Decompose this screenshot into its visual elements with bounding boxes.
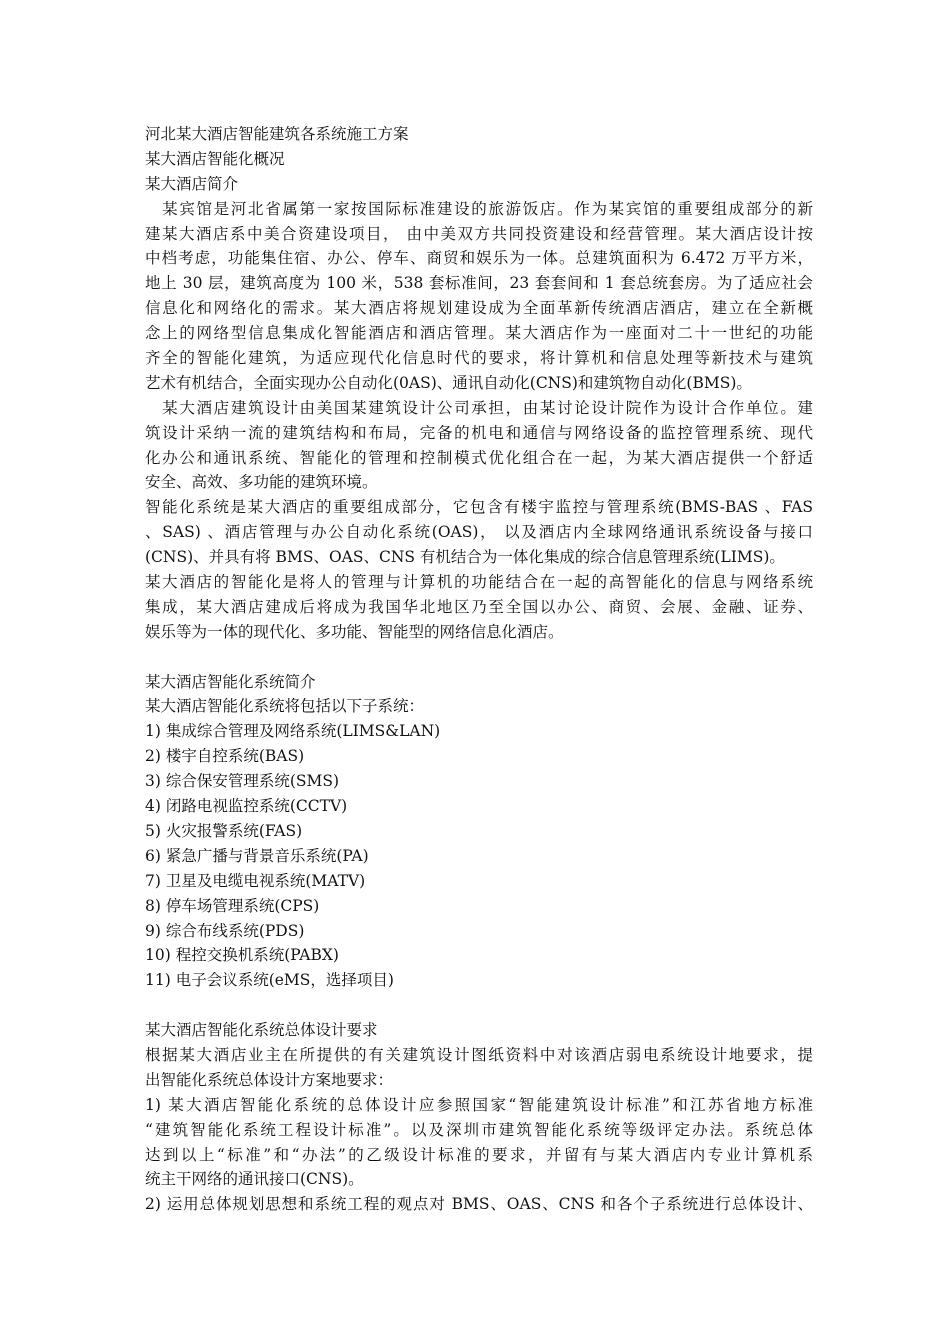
document-title: 河北某大酒店智能建筑各系统施工方案 xyxy=(145,125,409,143)
list-item: 1) 集成综合管理及网络系统(LIMS&LAN) xyxy=(145,722,441,741)
paragraph-line: 1) 某大酒店智能化系统的总体设计应参照国家“智能建筑设计标准”和江苏省地方标准 xyxy=(145,1095,813,1114)
paragraph-line: 齐全的智能化建筑，为适应现代化信息时代的要求，将计算机和信息处理等新技术与建筑 xyxy=(145,349,813,368)
paragraph-line: 安全、高效、多功能的建筑环境。 xyxy=(145,473,378,492)
paragraph-line: 信息化和网络化的需求。某大酒店将规划建设成为全面革新传统酒店酒店，建立在全新概 xyxy=(145,299,813,318)
requirement-2 xyxy=(145,1192,813,1217)
list-item: 3) 综合保安管理系统(SMS) xyxy=(145,772,340,791)
requirement-1 xyxy=(145,1093,813,1193)
paragraph-line: “建筑智能化系统工程设计标准”。以及深圳市建筑智能化系统等级评定办法。系统总体 xyxy=(145,1120,813,1139)
intro-paragraph-1 xyxy=(145,197,813,396)
heading-overview: 某大酒店智能化概况 xyxy=(145,149,285,168)
paragraph-line: 某大酒店建筑设计由美国某建筑设计公司承担，由某讨论设计院作为设计合作单位。建 xyxy=(145,398,813,417)
paragraph-line: 达到以上“标准”和“办法”的乙级设计标准的要求，并留有与某大酒店内专业计算机系 xyxy=(145,1145,813,1164)
requirements-lead xyxy=(145,1043,813,1093)
paragraph-line: 、SAS) 、酒店管理与办公自动化系统(OAS)， 以及酒店内全球网络通讯系统设备与接口 xyxy=(145,523,813,542)
list-item: 8) 停车场管理系统(CPS) xyxy=(145,896,320,915)
systems-list xyxy=(145,719,813,993)
list-item: 9) 综合布线系统(PDS) xyxy=(145,921,305,940)
list-item: 4) 闭路电视监控系统(CCTV) xyxy=(145,797,348,816)
paragraph-line: 建某大酒店系中美合资建设项目， 由中美双方共同投资建设和经营管理。某大酒店设计按 xyxy=(145,224,813,243)
intro-paragraph-3 xyxy=(145,495,813,644)
heading-requirements: 某大酒店智能化系统总体设计要求 xyxy=(145,1021,378,1040)
paragraph-line: 某宾馆是河北省属第一家按国际标准建设的旅游饭店。作为某宾馆的重要组成部分的新 xyxy=(145,199,813,218)
list-item: 5) 火灾报警系统(FAS) xyxy=(145,821,303,840)
paragraph-line: 娱乐等为一体的现代化、多功能、智能型的网络信息化酒店。 xyxy=(145,622,564,641)
paragraph-line: 统主干网络的通讯接口(CNS)。 xyxy=(145,1170,364,1189)
intro-paragraph-2 xyxy=(145,396,813,496)
list-item: 2) 楼宇自控系统(BAS) xyxy=(145,747,305,766)
paragraph-line: 念上的网络型信息集成化智能酒店和酒店管理。某大酒店作为一座面对二十一世纪的功能 xyxy=(145,324,813,343)
paragraph-line: 某大酒店的智能化是将人的管理与计算机的功能结合在一起的高智能化的信息与网络系统 xyxy=(145,573,813,592)
paragraph-line: 化办公和通讯系统、智能化的管理和控制模式优化组合在一起，为某大酒店提供一个舒适 xyxy=(145,448,813,467)
list-item: 6) 紧急广播与背景音乐系统(PA) xyxy=(145,846,369,865)
paragraph-line: 根据某大酒店业主在所提供的有关建筑设计图纸资料中对该酒店弱电系统设计地要求，提 xyxy=(145,1045,813,1064)
list-item: 10) 程控交换机系统(PABX) xyxy=(145,946,339,965)
heading-intro: 某大酒店简介 xyxy=(145,174,239,193)
heading-systems: 某大酒店智能化系统简介 xyxy=(145,672,316,691)
paragraph-line: 地上 30 层，建筑高度为 100 米，538 套标准间，23 套套间和 1 套总统套房。为了适应社会 xyxy=(145,274,813,293)
list-item: 11) 电子会议系统(eMS，选择项目) xyxy=(145,971,394,990)
paragraph-line: 集成，某大酒店建成后将成为我国华北地区乃至全国以办公、商贸、会展、金融、证券、 xyxy=(145,597,813,616)
paragraph-line: 2) 运用总体规划思想和系统工程的观点对 BMS、OAS、CNS 和各个子系统进行总体设计、 xyxy=(145,1195,813,1214)
paragraph-line: 筑设计采纳一流的建筑结构和布局，完备的机电和通信与网络设备的监控管理系统、现代 xyxy=(145,423,813,442)
paragraph-line: 中档考虑，功能集住宿、办公、停车、商贸和娱乐为一体。总建筑面积为 6.472 万平方米， xyxy=(145,249,813,268)
blank-line xyxy=(145,993,813,1018)
paragraph-line: 出智能化系统总体设计方案地要求： xyxy=(145,1070,394,1089)
blank-line xyxy=(145,645,813,670)
paragraph-line: (CNS)、并具有将 BMS、OAS、CNS 有机结合为一体化集成的综合信息管理系统(LIMS)。 xyxy=(145,548,785,567)
systems-lead: 某大酒店智能化系统将包括以下子系统： xyxy=(145,697,425,716)
list-item: 7) 卫星及电缆电视系统(MATV) xyxy=(145,871,366,890)
document-page xyxy=(145,122,813,1217)
paragraph-line: 艺术有机结合，全面实现办公自动化(0AS)、通讯自动化(CNS)和建筑物自动化(BMS)。 xyxy=(145,373,752,392)
paragraph-line: 智能化系统是某大酒店的重要组成部分，它包含有楼宇监控与管理系统(BMS-BAS 、FAS xyxy=(145,498,813,517)
